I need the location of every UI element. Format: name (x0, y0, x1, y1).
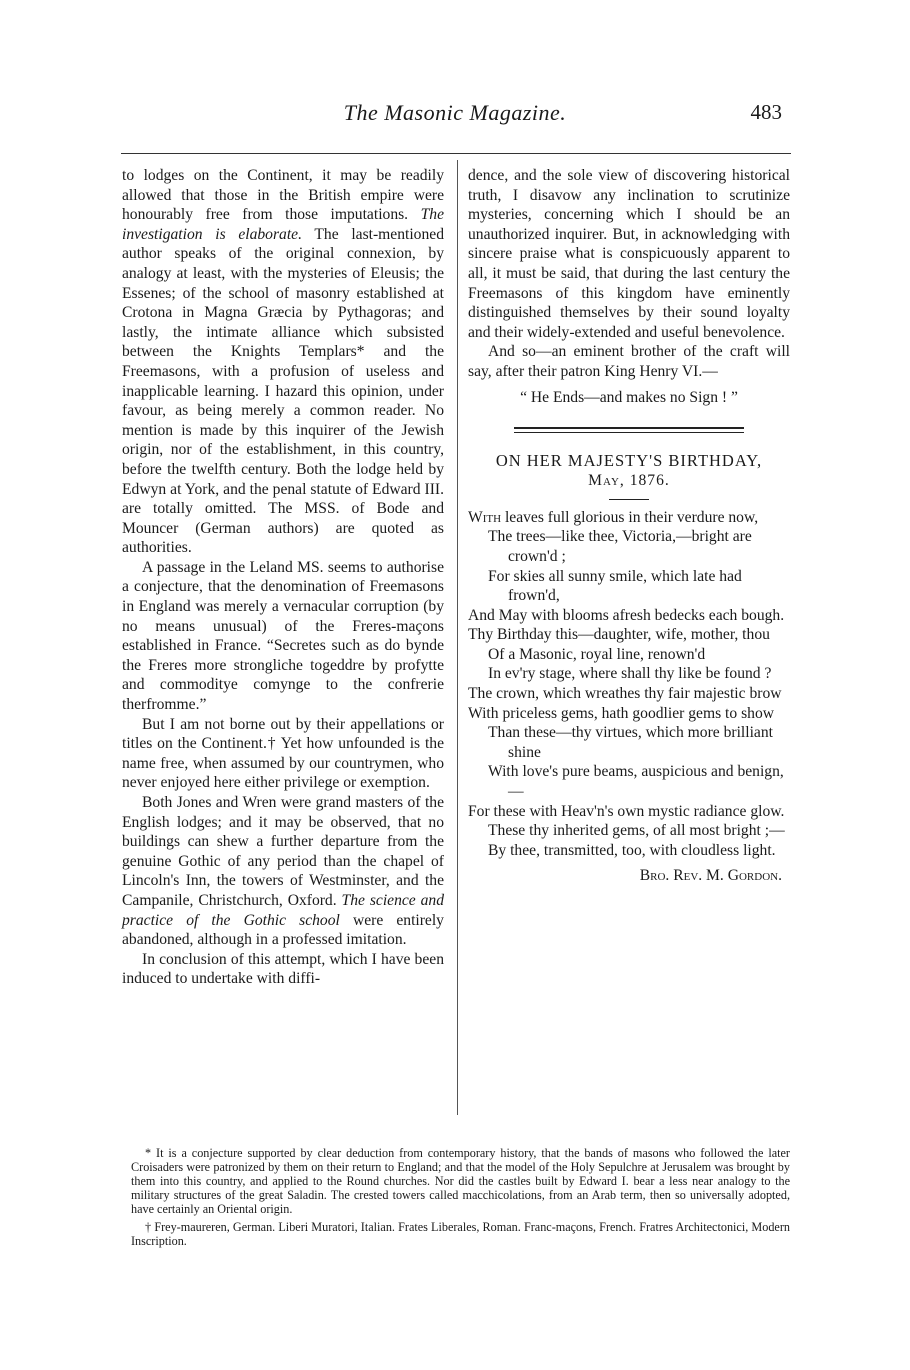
paragraph: And so—an eminent brother of the craft will say, after their patron King Henry VI.— (468, 343, 790, 380)
poem-line (468, 723, 790, 762)
poem-line (468, 802, 790, 822)
poem-line-text: By thee, transmitted, too, with cloudless light. (488, 841, 776, 859)
poem-line (468, 664, 790, 684)
poem-line (468, 625, 790, 645)
quotation: “ He Ends—and makes no Sign ! ” (520, 388, 738, 406)
poem-line-text: In ev'ry stage, where shall thy like be found ? (488, 665, 772, 683)
poem-line (468, 606, 790, 626)
poem-body (468, 508, 790, 861)
poem-line (468, 704, 790, 724)
poem-line-text: For these with Heav'n's own mystic radiance glow. (468, 802, 785, 820)
header-rule (121, 153, 791, 154)
poem-line-text: With love's pure beams, auspicious and benign,— (488, 763, 784, 801)
poem-signature: Bro. Rev. M. Gordon. (639, 867, 782, 885)
paragraph: A passage in the Leland MS. seems to authorise a conjecture, that the denomination of Freemasons in England was merely a vernacular corruption (by no means unusual) of the Freres-maçons established in France. “Secretes such as do bynde the Freres more strongliche togeddre by profytte and commoditye comynge to the confrerie therfromme.” (122, 558, 444, 714)
poem-line-text: Than these—thy virtues, which more brilliant shine (488, 724, 773, 761)
poem-line-text: For skies all sunny smile, which late had frown'd, (488, 567, 742, 605)
paragraph: Both Jones and Wren were grand masters of the English lodges; and it may be observed, that no buildings can shew a further departure from the genuine Gothic of any period than the chapel of Lincoln's Inn, the towers of Westminster, and the Campanile, Christchurch, Oxford. The science and practice of the Gothic school were entirely abandoned, although in a professed imitation. (122, 794, 445, 949)
poem-line (468, 567, 790, 606)
poem-title: ON HER MAJESTY'S BIRTHDAY, (495, 451, 763, 471)
poem-line-text: leaves full glorious in their verdure now, (501, 508, 759, 526)
footnote: † Frey-maureren, German. Liberi Muratori, Italian. Frates Liberales, Roman. Franc-maçons, French. Fratres Architectonici, Modern Inscription. (131, 1220, 790, 1248)
poem-line (468, 841, 790, 861)
footnote: * It is a conjecture supported by clear deduction from contemporary history, that the bands of masons who followed the later Croisaders were patronized by them on their return to England; and that the model of the Holy Sepulchre at Jerusalem was brought by them into this country, and applied to the Round churches. Nor did the castles built by Edward I. bear a less near analogy to the military structures of the great Saladin. The crested towers called macchicolations, from an Arab term, then so universally adopted, have certainly an Oriental origin. (131, 1146, 790, 1216)
poem-line-text: These thy inherited gems, of all most bright ;— (488, 822, 785, 840)
section-divider (514, 427, 744, 433)
poem-subtitle: May, 1876. (588, 472, 670, 490)
paragraph: to lodges on the Continent, it may be readily allowed that those in the British empire were honourably free from those imputations. The investigation is elaborate. The last-mentioned author speaks of the original connexion, by analogy at least, with the mysteries of Eleusis; the Essenes; of the school of masonry established at Crotona in Magna Græcia by Pythagoras; and lastly, the intimate alliance which subsisted between the Knights Templars* and the Freemasons, with a profusion of useless and inapplicable learning. I hazard this opinion, under favour, as being merely a common reader. No mention is made by this inquirer of the Jewish origin, nor of the establishment, in this country, before the twelfth century. Both the lodge held by Edwyn at York, and the penal statute of Edward III. are totally omitted. The MSS. of Bode and Mouncer (German authors) are quoted as authorities. (122, 167, 445, 557)
poem-line-text: Thy Birthday this—daughter, wife, mother, thou (468, 626, 770, 644)
left-column (122, 166, 444, 989)
footnotes (131, 1146, 790, 1252)
poem-line (468, 821, 790, 841)
poem-line-text: And May with blooms afresh bedecks each bough. (468, 606, 785, 624)
column-divider (457, 160, 458, 1115)
poem-title-rule (609, 499, 649, 500)
paragraph: dence, and the sole view of discovering historical truth, I disavow any inclination to scrutinize mysteries, concerning which I should be an unauthorized inquirer. But, in acknowledging with sincere praise what is conspicuously apparent to all, it must be said, that during the last century the Freemasons of this kingdom have eminently distinguished themselves by their sound loyalty and their widely-extended and useful benevolence. (468, 167, 790, 341)
poem-line (468, 508, 790, 528)
paragraph: In conclusion of this attempt, which I have been induced to undertake with diffi- (122, 950, 444, 988)
poem-line (468, 527, 790, 566)
poem-line (468, 684, 790, 704)
page-number: 483 (750, 100, 782, 124)
paragraph: But I am not borne out by their appellations or titles on the Continent.† Yet how unfounded is the name free, when assumed by our countrymen, who never enjoyed here either privilege or exemption. (122, 715, 444, 792)
right-column (468, 166, 790, 886)
running-header-title: The Masonic Magazine. (343, 100, 567, 125)
poem-line (468, 645, 790, 665)
poem-line-text: The trees—like thee, Victoria,—bright are crown'd ; (488, 528, 752, 565)
poem-first-word: With (468, 508, 502, 526)
poem-line-text: With priceless gems, hath goodlier gems to show (468, 704, 774, 722)
poem-line (468, 762, 790, 801)
poem-line-text: Of a Masonic, royal line, renown'd (488, 645, 706, 663)
poem-line-text: The crown, which wreathes thy fair majestic brow (468, 685, 782, 703)
